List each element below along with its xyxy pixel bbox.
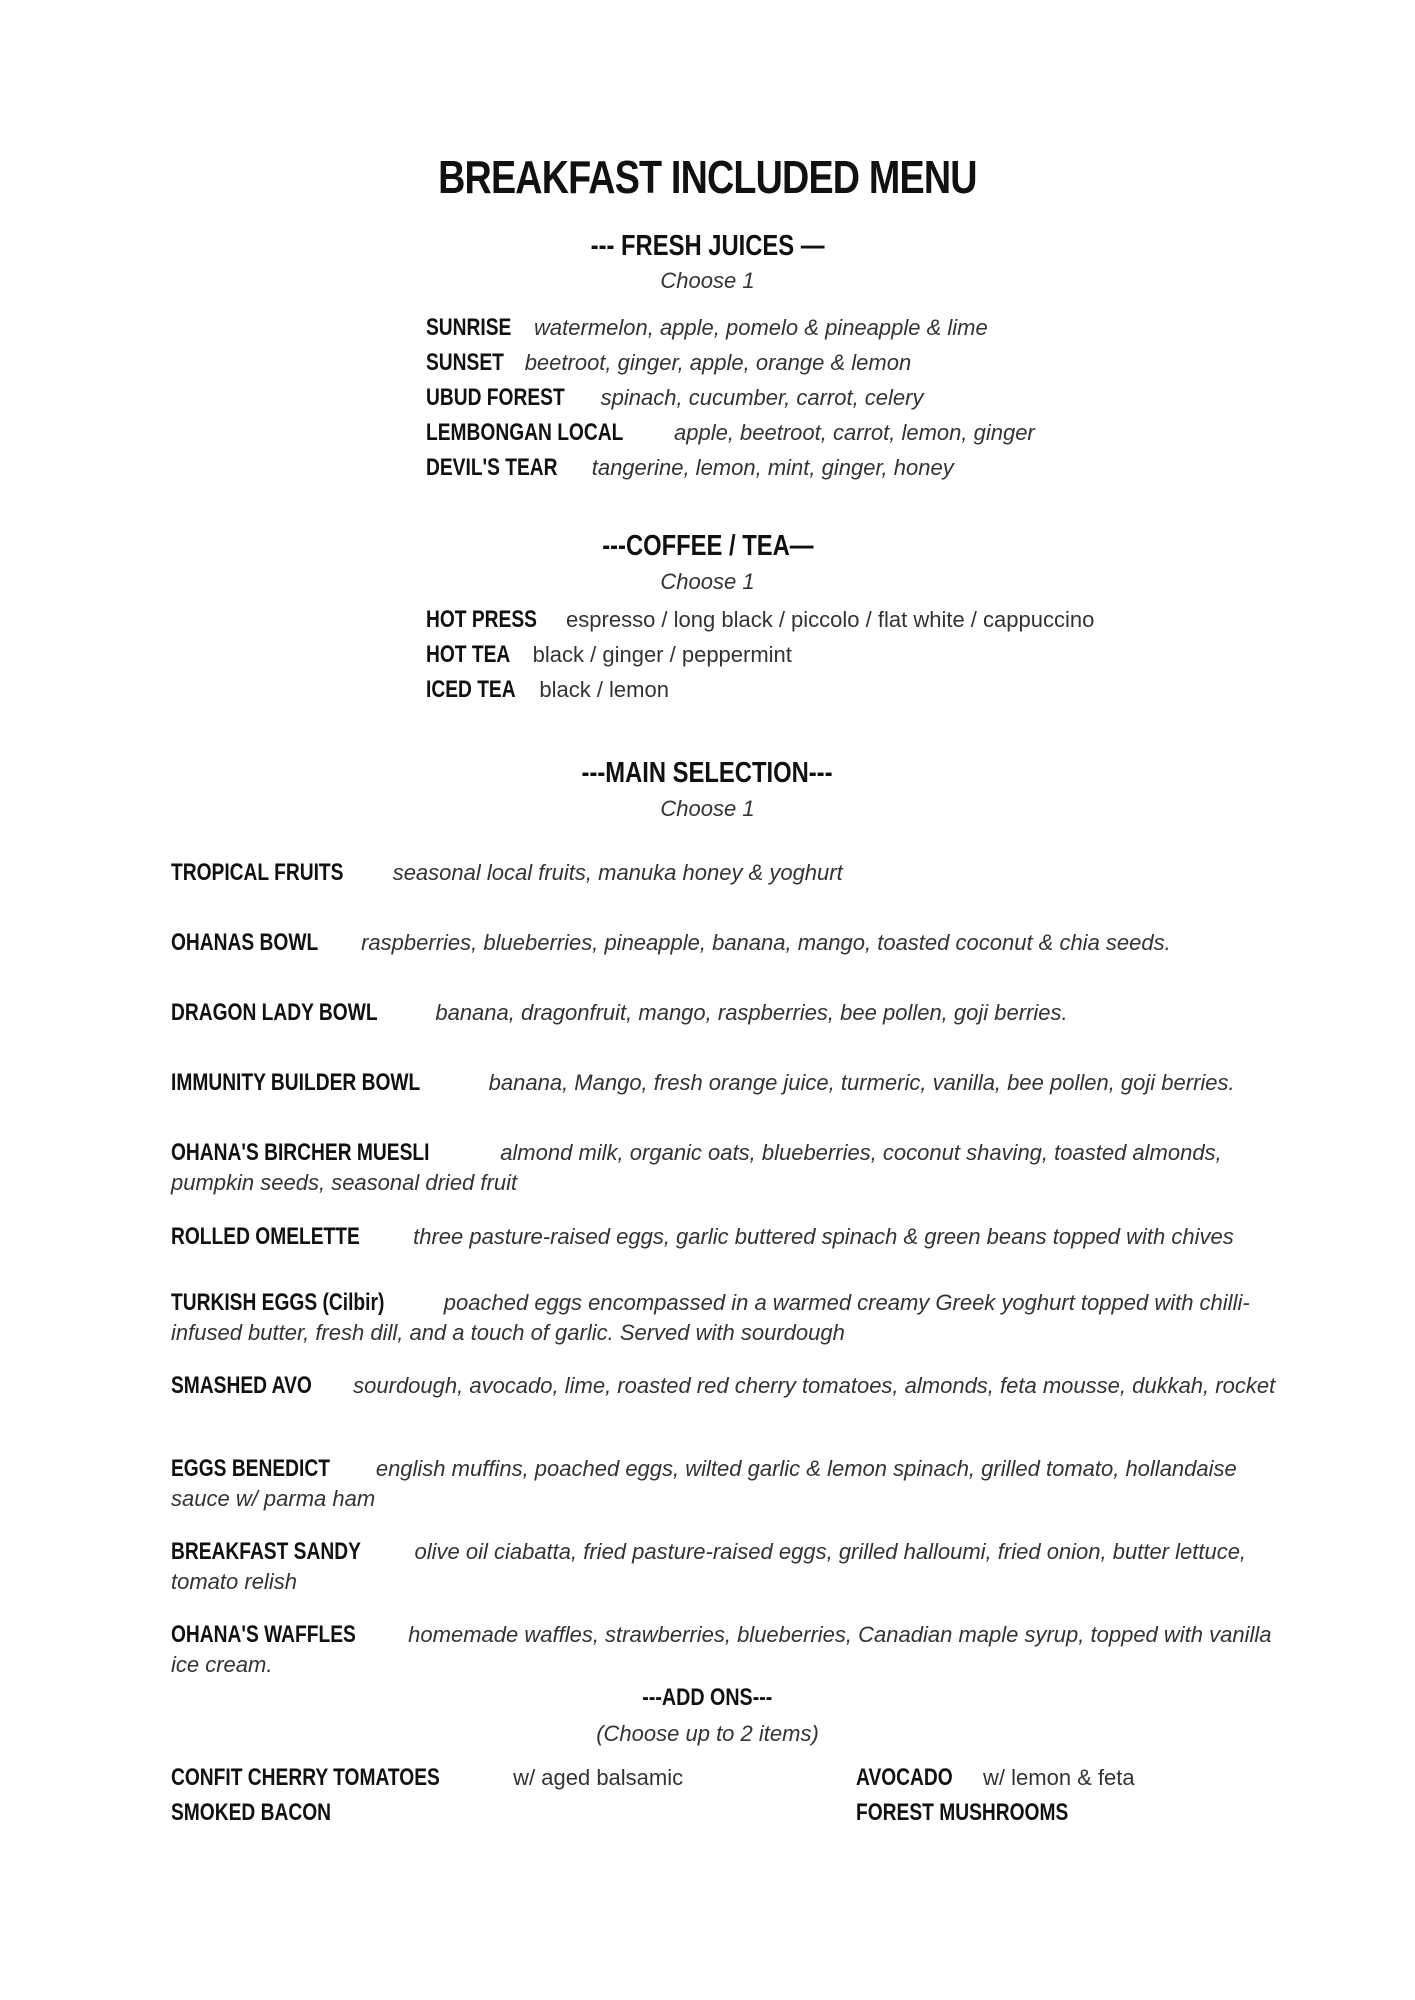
coffee-subheading: Choose 1 (660, 569, 755, 594)
juices-subheading: Choose 1 (660, 268, 755, 293)
main-item: IMMUNITY BUILDER BOWL banana, Mango, fresh orange juice, turmeric, vanilla, bee pollen, goji berries. (171, 1069, 1235, 1096)
coffee-item: ICED TEA black / lemon (426, 676, 669, 703)
addon-item: AVOCADO w/ lemon & feta (856, 1764, 1135, 1791)
coffee-heading: ---COFFEE / TEA— (601, 530, 814, 562)
juice-item: SUNSET beetroot, ginger, apple, orange & lemon (426, 349, 912, 376)
juice-item: SUNRISE watermelon, apple, pomelo & pineapple & lime (426, 314, 988, 341)
main-item: BREAKFAST SANDY olive oil ciabatta, fried pasture-raised eggs, grilled halloumi, fried onion, butter lettuce, tomato relish (171, 1538, 1247, 1594)
addons-right-column (856, 1760, 1135, 1830)
menu-title: BREAKFAST INCLUDED MENU (438, 151, 977, 203)
coffee-list (426, 602, 1094, 707)
main-item: DRAGON LADY BOWL banana, dragonfruit, mango, raspberries, bee pollen, goji berries. (171, 999, 1068, 1026)
coffee-item: HOT TEA black / ginger / peppermint (426, 641, 792, 668)
main-item: SMASHED AVO sourdough, avocado, lime, roasted red cherry tomatoes, almonds, feta mousse, dukkah, rocket (171, 1372, 1276, 1399)
main-item: TURKISH EGGS (Cilbir) poached eggs encompassed in a warmed creamy Greek yoghurt topped with chilli-infused butter, fresh dill, and a touch of garlic. Served with sourdough (171, 1289, 1250, 1345)
juice-item: DEVIL'S TEAR tangerine, lemon, mint, ginger, honey (426, 454, 954, 481)
coffee-item: HOT PRESS espresso / long black / piccolo / flat white / cappuccino (426, 606, 1095, 633)
main-item: OHANA'S WAFFLES homemade waffles, strawberries, blueberries, Canadian maple syrup, topped with vanilla ice cream. (171, 1621, 1272, 1677)
main-item: OHANAS BOWL raspberries, blueberries, pineapple, banana, mango, toasted coconut & chia seeds. (171, 929, 1171, 956)
main-subheading: Choose 1 (660, 796, 755, 821)
main-item: OHANA'S BIRCHER MUESLI almond milk, organic oats, blueberries, coconut shaving, toasted almonds, pumpkin seeds, seasonal dried fruit (171, 1139, 1222, 1195)
main-item: TROPICAL FRUITS seasonal local fruits, manuka honey & yoghurt (171, 859, 843, 886)
addons-subheading: (Choose up to 2 items) (596, 1721, 819, 1746)
addon-item: CONFIT CHERRY TOMATOES w/ aged balsamic (171, 1764, 684, 1791)
main-heading: ---MAIN SELECTION--- (582, 757, 833, 789)
juice-item: LEMBONGAN LOCAL apple, beetroot, carrot, lemon, ginger (426, 419, 1035, 446)
juices-list (426, 310, 1035, 485)
juices-heading: --- FRESH JUICES — (590, 230, 825, 262)
main-item: EGGS BENEDICT english muffins, poached eggs, wilted garlic & lemon spinach, grilled tomato, hollandaise sauce w/ parma ham (171, 1455, 1237, 1511)
addon-item: FOREST MUSHROOMS (856, 1799, 1069, 1826)
addons-heading: ---ADD ONS--- (642, 1684, 773, 1711)
addons-left-column (171, 1760, 683, 1830)
main-item: ROLLED OMELETTE three pasture-raised eggs, garlic buttered spinach & green beans topped with chives (171, 1223, 1234, 1250)
juice-item: UBUD FOREST spinach, cucumber, carrot, celery (426, 384, 924, 411)
addon-item: SMOKED BACON (171, 1799, 332, 1826)
